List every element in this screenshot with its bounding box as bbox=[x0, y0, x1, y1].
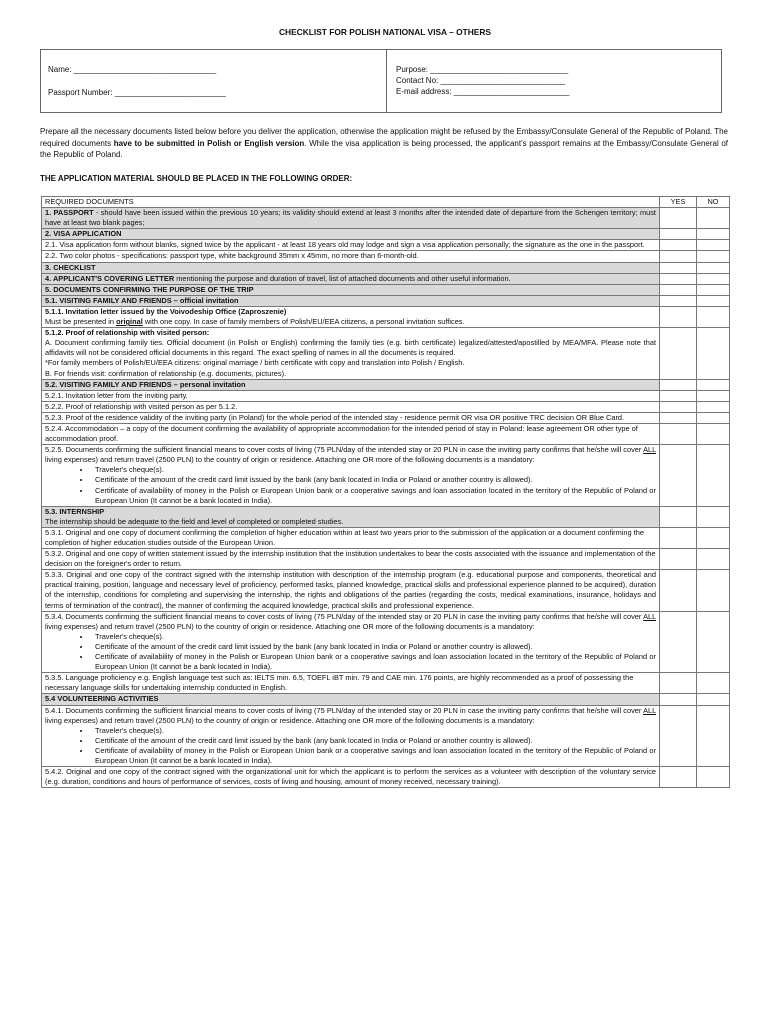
passport-number-field[interactable]: Passport Number: _________________________ bbox=[48, 88, 226, 97]
yes-checkbox[interactable] bbox=[660, 401, 697, 412]
table-row bbox=[42, 208, 730, 229]
no-checkbox[interactable] bbox=[697, 549, 730, 570]
yes-checkbox[interactable] bbox=[660, 705, 697, 767]
no-checkbox[interactable] bbox=[697, 295, 730, 306]
yes-checkbox[interactable] bbox=[660, 328, 697, 379]
col-required-documents: REQUIRED DOCUMENTS bbox=[42, 197, 660, 208]
table-row bbox=[42, 549, 730, 570]
table-row bbox=[42, 570, 730, 611]
table-row bbox=[42, 445, 730, 507]
list-item: • Certificate of availability of money in the Polish or European Union bank or a cooperative savings and loan association located in the territory of the Republic of Poland or European Union (It cannot be a bank located in India). bbox=[91, 746, 656, 766]
yes-checkbox[interactable] bbox=[660, 423, 697, 444]
applicant-info-box bbox=[40, 49, 722, 113]
list-item: • Certificate of the amount of the credit card limit issued by the bank (any bank located in India or Poland or another country is allowed). bbox=[91, 475, 656, 485]
yes-checkbox[interactable] bbox=[660, 240, 697, 251]
official-invitation-section: 5.1. VISITING FAMILY AND FRIENDS – official invitation bbox=[42, 295, 660, 306]
no-checkbox[interactable] bbox=[697, 506, 730, 527]
no-checkbox[interactable] bbox=[697, 423, 730, 444]
accommodation-item: 5.2.4. Accommodation – a copy of the document confirming the availability of appropriate accommodation for the intended period of stay in Poland: lease agreement OR other type of accommodation proof. bbox=[42, 423, 660, 444]
personal-invitation-section: 5.2. VISITING FAMILY AND FRIENDS – personal invitation bbox=[42, 379, 660, 390]
photos-item: 2.2. Two color photos - specifications: passport type, white background 35mm x 45mm, no more than 6-month-old. bbox=[42, 251, 660, 262]
relationship-ref-item: 5.2.2. Proof of relationship with visited person as per 5.1.2. bbox=[42, 401, 660, 412]
relationship-proof-item: 5.1.2. Proof of relationship with visited person: A. Document confirming family ties. Official document (in Polish or English) confirming the family ties (e.g. birth certificate) legalized/attested/apostilled by MEA/MFA. Please note that affidavits will not be considered official documents in this regard. The exact spelling of names in all the documents is required. *For family members of Polish/EU/EEA citizens: original marriage / birth certificate with copy and translation into Polish / English. B. For friends visit: confirmation of relationship (e.g. documents, pictures). bbox=[42, 328, 660, 379]
table-row bbox=[42, 240, 730, 251]
yes-checkbox[interactable] bbox=[660, 262, 697, 273]
table-row bbox=[42, 611, 730, 673]
list-item: • Certificate of availability of money in the Polish or European Union bank or a cooperative savings and loan association located in the territory of the Republic of Poland or European Union (It cannot be a bank located in India). bbox=[91, 652, 656, 672]
table-row bbox=[42, 328, 730, 379]
visa-application-section: 2. VISA APPLICATION bbox=[42, 229, 660, 240]
name-field[interactable]: Name: ________________________________ bbox=[48, 65, 217, 74]
no-checkbox[interactable] bbox=[697, 379, 730, 390]
table-row bbox=[42, 306, 730, 327]
list-item: • Certificate of the amount of the credit card limit issued by the bank (any bank located in India or Poland or another country is allowed). bbox=[91, 642, 656, 652]
no-checkbox[interactable] bbox=[697, 412, 730, 423]
list-item: • Certificate of the amount of the credit card limit issued by the bank (any bank located in India or Poland or another country is allowed). bbox=[91, 736, 656, 746]
residence-validity-item: 5.2.3. Proof of the residence validity of the inviting party (in Poland) for the whole period of the intended stay - residence permit OR visa OR positive TRC decision OR Blue Card. bbox=[42, 412, 660, 423]
yes-checkbox[interactable] bbox=[660, 527, 697, 548]
intro-paragraph: Prepare all the necessary documents listed below before you deliver the application, otherwise the application might be refused by the Embassy/Consulate General of the Republic of Poland. The required documents have to be submitted in Polish or English version. While the visa application is being processed, the applicant's passport remains at the Embassy/Consulate General of the Republic of Poland. bbox=[40, 127, 728, 159]
no-checkbox[interactable] bbox=[697, 527, 730, 548]
header-divider bbox=[386, 50, 387, 112]
visa-form-item: 2.1. Visa application form without blanks, signed twice by the applicant - at least 18 years old may lodge and sign a visa application personally; the signature as the one in the passport. bbox=[42, 240, 660, 251]
table-row bbox=[42, 401, 730, 412]
table-row bbox=[42, 673, 730, 694]
no-checkbox[interactable] bbox=[697, 570, 730, 611]
table-row bbox=[42, 273, 730, 284]
volunteer-contract-item: 5.4.2. Original and one copy of the contract signed with the organizational unit for which the applicant is to perform the services as a volunteer with description of the voluntary service (e.g. duration, conditions and hours of performance of services, costs of living and housing, amount of money received, necessary training). bbox=[42, 767, 660, 788]
no-checkbox[interactable] bbox=[697, 208, 730, 229]
written-statement-item: 5.3.2. Original and one copy of written statement issued by the internship institution that the institution undertakes to bear the costs associated with the issuance and implementation of the decision on the foreigner's order to return. bbox=[42, 549, 660, 570]
yes-checkbox[interactable] bbox=[660, 295, 697, 306]
no-checkbox[interactable] bbox=[697, 273, 730, 284]
contact-number-field[interactable]: Contact No: ____________________________ bbox=[396, 76, 566, 85]
list-item: • Traveler's cheque(s). bbox=[91, 632, 656, 642]
checklist-table bbox=[41, 196, 730, 788]
col-yes: YES bbox=[660, 197, 697, 208]
yes-checkbox[interactable] bbox=[660, 379, 697, 390]
email-field[interactable]: E-mail address: __________________________ bbox=[396, 87, 570, 96]
table-row bbox=[42, 767, 730, 788]
table-row bbox=[42, 423, 730, 444]
col-no: NO bbox=[697, 197, 730, 208]
no-checkbox[interactable] bbox=[697, 445, 730, 507]
invitation-from-party-item: 5.2.1. Invitation letter from the inviting party. bbox=[42, 390, 660, 401]
higher-education-item: 5.3.1. Original and one copy of document confirming the completion of higher education within at least two years prior to the submission of the application or a document confirming the completion of higher education studies outside of the European Union. bbox=[42, 527, 660, 548]
covering-letter-section: 4. APPLICANT'S COVERING LETTER mentioning the purpose and duration of travel, list of attached documents and other useful information. bbox=[42, 273, 660, 284]
yes-checkbox[interactable] bbox=[660, 284, 697, 295]
page-title: CHECKLIST FOR POLISH NATIONAL VISA – OTHERS bbox=[278, 27, 492, 37]
passport-row: 1. PASSPORT - should have been issued within the previous 10 years; its validity should extend at least 3 months after the intended date of departure from the Schengen territory; must have at least two blank pages; bbox=[42, 208, 660, 229]
table-row bbox=[42, 379, 730, 390]
table-row bbox=[42, 705, 730, 767]
internship-contract-item: 5.3.3. Original and one copy of the contract signed with the internship institution with description of the internship program (e.g. educational purpose and components, theoretical and practical training, position, language and necessary level of proficiency, performed tasks, planned knowledge, practical skills and professional experience planned to be acquired), duration of the internship, conditions for completing and supervising the internship, the rights and obligations of the parties (regarding the costs, medical examinations, insurance, holidays and terms of termination of the contract), the manner of confirming the acquired knowledge, practical skills and professional experience. bbox=[42, 570, 660, 611]
table-row bbox=[42, 412, 730, 423]
table-header-row bbox=[42, 197, 730, 208]
table-row bbox=[42, 527, 730, 548]
yes-checkbox[interactable] bbox=[660, 611, 697, 673]
yes-checkbox[interactable] bbox=[660, 412, 697, 423]
table-row bbox=[42, 284, 730, 295]
table-row bbox=[42, 295, 730, 306]
volunteering-section: 5.4 VOLUNTEERING ACTIVITIES bbox=[42, 694, 660, 705]
no-checkbox[interactable] bbox=[697, 240, 730, 251]
table-row bbox=[42, 251, 730, 262]
internship-financial-item: 5.3.4. Documents confirming the sufficient financial means to cover costs of living (75 PLN/day of the intended stay or 20 PLN in case the inviting party confirms that he/she will cover ALL living expenses) and return travel (2500 PLN) to the country of origin or residence. Attaching one OR more of the following documents is a mandatory: • Traveler's cheque(s). • Certificate of the amount of the credit card limit issued by the bank (any bank located in India or Poland or another country is allowed). • Certificate of availability of money in the Polish or European Union bank or a cooperative savings and loan association located in the territory of the Republic of Poland or European Union (It cannot be a bank located in India). bbox=[42, 611, 660, 673]
language-proficiency-item: 5.3.5. Language proficiency e.g. English language test such as: IELTS min. 6.5, TOEFL iBT min. 79 and CAE min. 176 points, are highly recommended as a proof of possessing the necessary language skills for undertaking internship conducted in English. bbox=[42, 673, 660, 694]
yes-checkbox[interactable] bbox=[660, 694, 697, 705]
financial-means-item: 5.2.5. Documents confirming the sufficient financial means to cover costs of living (75 PLN/day of the intended stay or 20 PLN in case the inviting party confirms that he/she will cover ALL living expenses) and return travel (2500 PLN) to the country of origin or residence. Attaching one OR more of the following documents is a mandatory: • Traveler's cheque(s). • Certificate of the amount of the credit card limit issued by the bank (any bank located in India or Poland or another country is allowed). • Certificate of availability of money in the Polish or European Union bank or a cooperative savings and loan association located in the territory of the Republic of Poland or European Union (It cannot be a bank located in India). bbox=[42, 445, 660, 507]
no-checkbox[interactable] bbox=[697, 262, 730, 273]
list-item: • Traveler's cheque(s). bbox=[91, 726, 656, 736]
table-row bbox=[42, 390, 730, 401]
table-row bbox=[42, 694, 730, 705]
yes-checkbox[interactable] bbox=[660, 673, 697, 694]
no-checkbox[interactable] bbox=[697, 611, 730, 673]
checklist-section: 3. CHECKLIST bbox=[42, 262, 660, 273]
list-item: • Certificate of availability of money in the Polish or European Union bank or a cooperative savings and loan association located in the territory of the Republic of Poland or European Union (It cannot be a bank located in India). bbox=[91, 486, 656, 506]
table-row bbox=[42, 229, 730, 240]
yes-checkbox[interactable] bbox=[660, 549, 697, 570]
no-checkbox[interactable] bbox=[697, 328, 730, 379]
no-checkbox[interactable] bbox=[697, 251, 730, 262]
yes-checkbox[interactable] bbox=[660, 390, 697, 401]
yes-checkbox[interactable] bbox=[660, 229, 697, 240]
yes-checkbox[interactable] bbox=[660, 273, 697, 284]
yes-checkbox[interactable] bbox=[660, 208, 697, 229]
purpose-field[interactable]: Purpose: _______________________________ bbox=[396, 65, 569, 74]
yes-checkbox[interactable] bbox=[660, 251, 697, 262]
no-checkbox[interactable] bbox=[697, 306, 730, 327]
order-heading: THE APPLICATION MATERIAL SHOULD BE PLACED IN THE FOLLOWING ORDER: bbox=[40, 174, 353, 183]
yes-checkbox[interactable] bbox=[660, 306, 697, 327]
no-checkbox[interactable] bbox=[697, 284, 730, 295]
purpose-docs-section: 5. DOCUMENTS CONFIRMING THE PURPOSE OF THE TRIP bbox=[42, 284, 660, 295]
table-row bbox=[42, 262, 730, 273]
volunteering-financial-item: 5.4.1. Documents confirming the sufficient financial means to cover costs of living (75 PLN/day of the intended stay or 20 PLN in case the inviting party confirms that he/she will cover ALL living expenses) and return travel (2500 PLN) to the country of origin or residence. Attaching one OR more of the following documents is a mandatory: • Traveler's cheque(s). • Certificate of the amount of the credit card limit issued by the bank (any bank located in India or Poland or another country is allowed). • Certificate of availability of money in the Polish or European Union bank or a cooperative savings and loan association located in the territory of the Republic of Poland or European Union (It cannot be a bank located in India). bbox=[42, 705, 660, 767]
internship-section: 5.3. INTERNSHIP The internship should be adequate to the field and level of completed or completed studies. bbox=[42, 506, 660, 527]
list-item: • Traveler's cheque(s). bbox=[91, 465, 656, 475]
no-checkbox[interactable] bbox=[697, 229, 730, 240]
invitation-letter-item: 5.1.1. Invitation letter issued by the Voivodeship Office (Zaproszenie) Must be presented in original with one copy. In case of family members of Polish/EU/EEA citizens, a personal invitation suffices. bbox=[42, 306, 660, 327]
no-checkbox[interactable] bbox=[697, 401, 730, 412]
no-checkbox[interactable] bbox=[697, 390, 730, 401]
yes-checkbox[interactable] bbox=[660, 445, 697, 507]
no-checkbox[interactable] bbox=[697, 694, 730, 705]
yes-checkbox[interactable] bbox=[660, 570, 697, 611]
no-checkbox[interactable] bbox=[697, 705, 730, 767]
no-checkbox[interactable] bbox=[697, 767, 730, 788]
yes-checkbox[interactable] bbox=[660, 767, 697, 788]
no-checkbox[interactable] bbox=[697, 673, 730, 694]
yes-checkbox[interactable] bbox=[660, 506, 697, 527]
table-row bbox=[42, 506, 730, 527]
